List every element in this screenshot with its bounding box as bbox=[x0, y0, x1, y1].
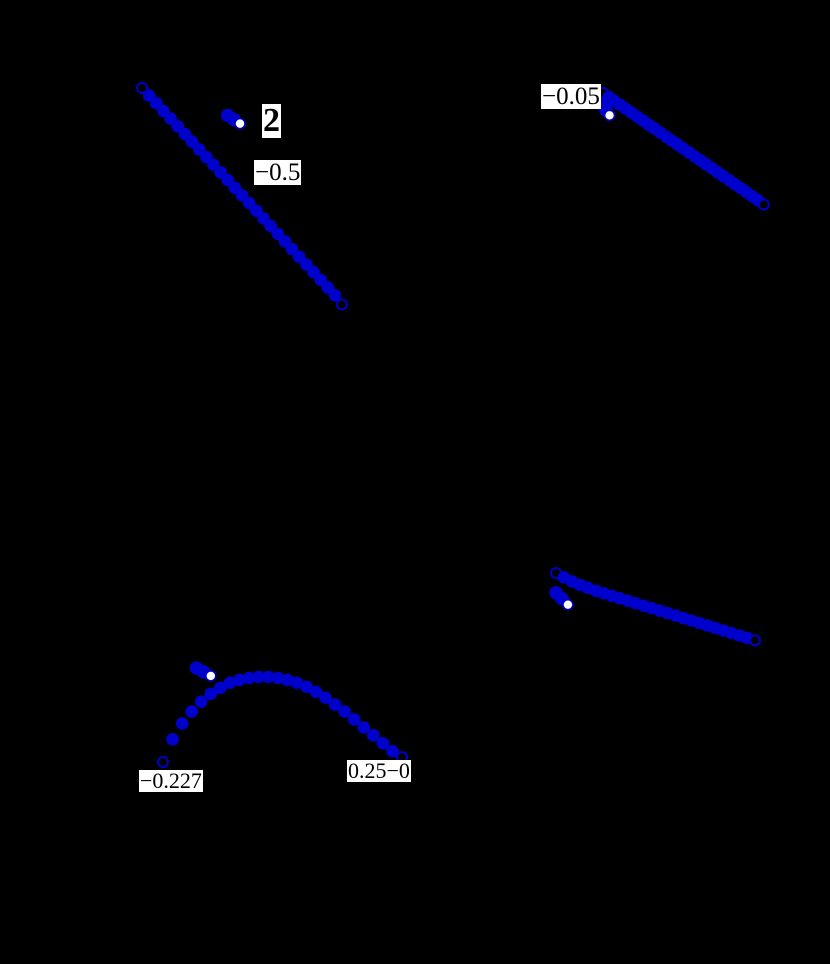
annotation-top-left-1: 2 bbox=[263, 102, 280, 139]
panel-top-right bbox=[595, 85, 775, 225]
annotation-top-right-1: −0.05 bbox=[542, 83, 600, 110]
panel-top-left bbox=[130, 80, 350, 370]
annotation-top-left-2: −0.5 bbox=[255, 159, 301, 186]
annotation-bottom-left-1: −0.227 bbox=[140, 768, 202, 793]
panel-top-left-plot bbox=[130, 80, 350, 370]
panel-top-right-plot bbox=[595, 85, 775, 225]
annotation-bottom-left-2: 0.25−0 bbox=[348, 758, 410, 783]
panel-bottom-right bbox=[548, 565, 763, 680]
panel-bottom-right-plot bbox=[548, 565, 763, 680]
